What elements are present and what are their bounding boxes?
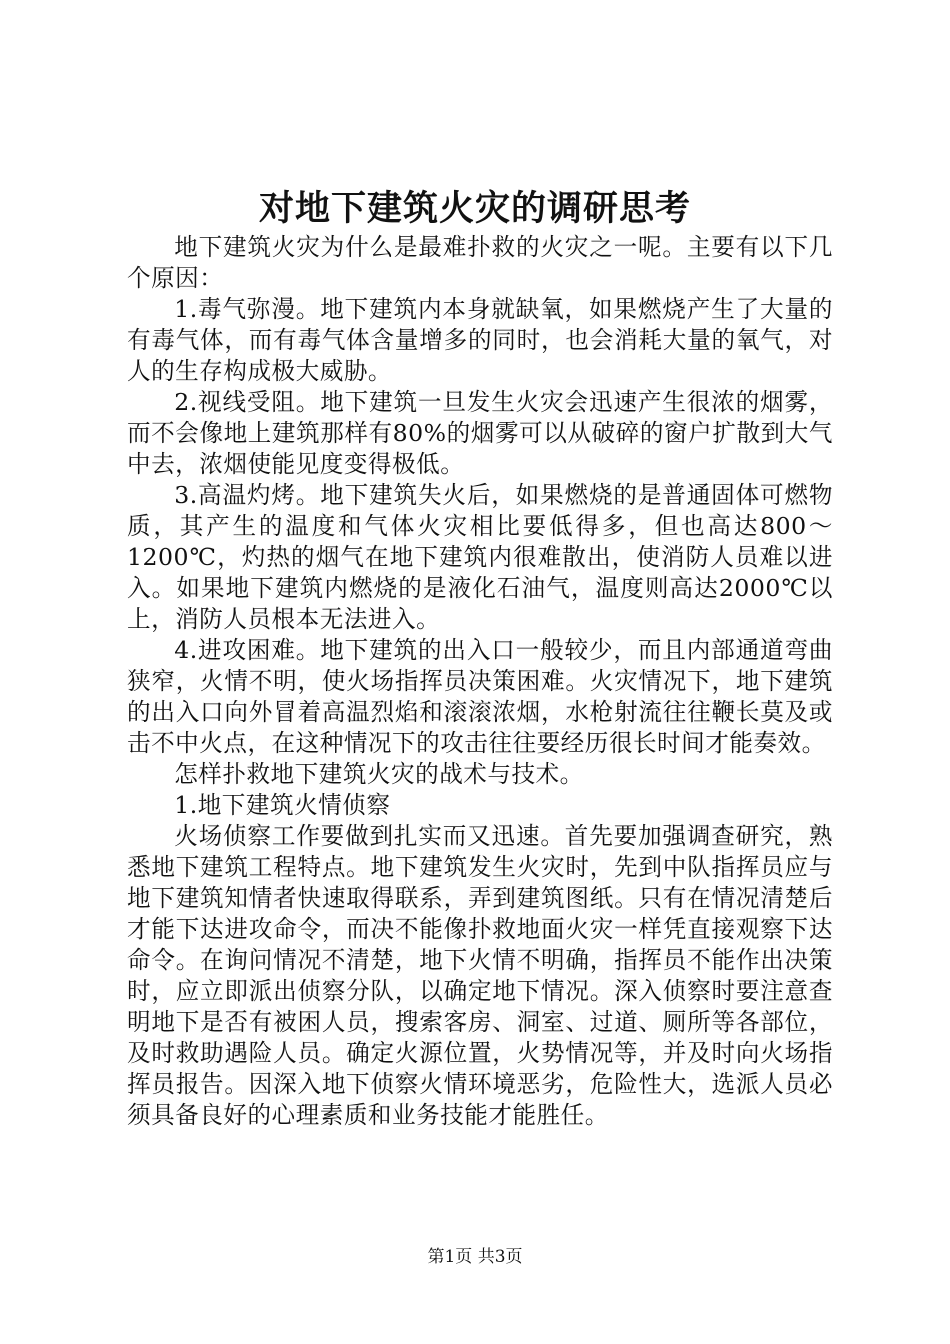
paragraph-reconnaissance: 火场侦察工作要做到扎实而又迅速。首先要加强调查研究，熟悉地下建筑工程特点。地下建筑发生火灾时，先到中队指挥员应与地下建筑知情者快速取得联系，弄到建筑图纸。只有在情况清楚后才能下达进攻命令，而决不能像扑救地面火灾一样凭直接观察下达命令。在询问情况不清楚，地下火情不明确，指挥员不能作出决策时，应立即派出侦察分队，以确定地下情况。深入侦察时要注意查明地下是否有被困人员，搜索客房、洞室、过道、厕所等各部位，及时救助遇险人员。确定火源位置，火势情况等，并及时向火场指挥员报告。因深入地下侦察火情环境恶劣，危险性大，选派人员必须具备良好的心理素质和业务技能才能胜任。 <box>127 822 833 1129</box>
paragraph-intro: 地下建筑火灾为什么是最难扑救的火灾之一呢。主要有以下几个原因： <box>127 233 833 292</box>
paragraph-point-4: 4.进攻困难。地下建筑的出入口一般较少，而且内部通道弯曲狭窄，火情不明，使火场指挥员决策困难。火灾情况下，地下建筑的出入口向外冒着高温烈焰和滚滚浓烟，水枪射流往往鞭长莫及或击不中火点，在这种情况下的攻击往往要经历很长时间才能奏效。 <box>127 636 833 757</box>
paragraph-section-1-heading: 1.地下建筑火情侦察 <box>174 791 391 819</box>
document-body <box>127 232 833 1131</box>
document-title: 对地下建筑火灾的调研思考 <box>258 188 691 229</box>
paragraph-tactics-heading: 怎样扑救地下建筑火灾的战术与技术。 <box>174 760 584 788</box>
paragraph-point-1: 1.毒气弥漫。地下建筑内本身就缺氧，如果燃烧产生了大量的有毒气体，而有毒气体含量增多的同时，也会消耗大量的氧气，对人的生存构成极大威胁。 <box>127 295 833 385</box>
page-number-footer: 第1页 共3页 <box>427 1247 523 1267</box>
paragraph-point-2: 2.视线受阻。地下建筑一旦发生火灾会迅速产生很浓的烟雾，而不会像地上建筑那样有80%的烟雾可以从破碎的窗户扩散到大气中去，浓烟使能见度变得极低。 <box>127 388 833 478</box>
paragraph-point-3: 3.高温灼烤。地下建筑失火后，如果燃烧的是普通固体可燃物质，其产生的温度和气体火灾相比要低得多，但也高达800～1200℃，灼热的烟气在地下建筑内很难散出，使消防人员难以进入。如果地下建筑内燃烧的是液化石油气，温度则高达2000℃以上，消防人员根本无法进入。 <box>127 481 833 633</box>
